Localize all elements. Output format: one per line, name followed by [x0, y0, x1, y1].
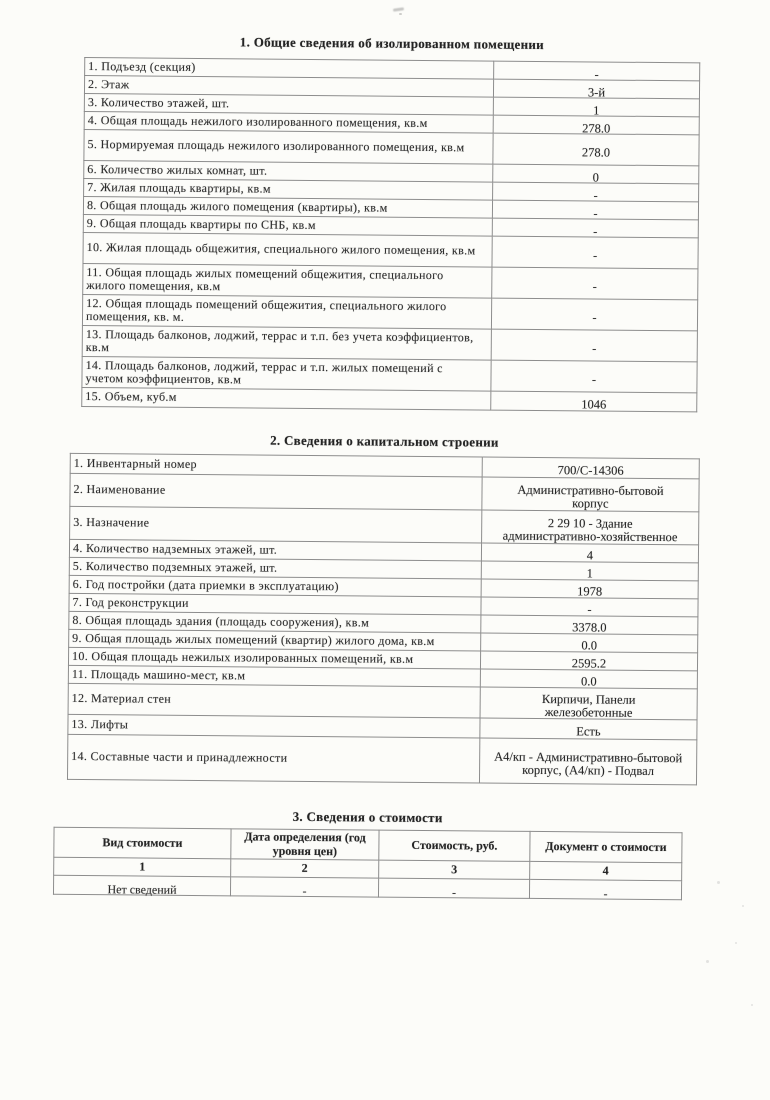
cell-text: - [451, 884, 457, 899]
row-value-text: 1 [586, 566, 593, 581]
table-cell [53, 875, 230, 896]
row-label: 10. Общая площадь нежилых изолированных помещений, кв.м [68, 647, 480, 669]
row-label: 2. Этаж [84, 76, 493, 98]
row-label: 11. Площадь машино-мест, кв.м [68, 665, 480, 687]
row-value [491, 391, 697, 412]
column-header: Дата определения (год уровня цен) [231, 829, 379, 860]
row-value [480, 687, 697, 720]
row-value [491, 360, 697, 393]
row-value-text: Административно-бытовой корпус [517, 482, 664, 511]
table-row [82, 387, 697, 411]
cell-text: - [603, 886, 608, 901]
row-value-text: 3-й [587, 85, 606, 100]
row-value [492, 267, 698, 300]
table-cell [230, 877, 378, 897]
row-value-text: 0.0 [581, 638, 598, 653]
column-number: 2 [231, 859, 379, 878]
row-value-text: 2 29 10 - Здание административно-хозяйственное [502, 515, 678, 545]
row-label: 14. Площадь балконов, лоджий, террас и т.п. жилых помещений с учетом коэффициентов, кв.м [82, 356, 491, 391]
table-cell [529, 879, 681, 899]
row-value [482, 510, 699, 545]
row-value-text: - [592, 310, 597, 325]
row-value [481, 561, 698, 581]
row-value-text: - [594, 67, 599, 82]
row-label: 9. Общая площадь квартиры по СНБ, кв.м [83, 214, 492, 236]
isolated-premises-table [81, 57, 700, 412]
row-label: 4. Количество надземных этажей, шт. [69, 539, 481, 561]
row-label: 2. Наименование [70, 473, 482, 510]
cell-text: Нет сведений [107, 881, 177, 897]
row-value-text: 700/С-14306 [557, 462, 624, 478]
row-value-text: 3378.0 [572, 620, 607, 635]
row-value-text: - [591, 372, 597, 387]
row-value [492, 218, 698, 238]
row-value-text: А4/кп - Административно-бытовой корпус, (А4/кп) - Подвал [494, 749, 683, 778]
row-label: 1. Инвентарный номер [70, 453, 482, 477]
column-header: Вид стоимости [54, 827, 231, 859]
row-label: 6. Год постройки (дата приемки в эксплуатацию) [69, 575, 481, 597]
column-number: 3 [379, 860, 530, 879]
row-value [481, 597, 698, 617]
row-value [482, 457, 699, 479]
table-row [70, 506, 699, 544]
row-label: 12. Общая площадь помещений общежития, специального жилого помещения, кв. м. [82, 294, 491, 329]
row-value [494, 61, 700, 81]
scan-speckle [751, 1004, 753, 1006]
row-value-text: - [587, 602, 592, 617]
section2-title: 2. Сведения о капитальном строении [270, 432, 499, 450]
row-label: 7. Жилая площадь квартиры, кв.м [84, 179, 493, 201]
row-label: 9. Общая площадь жилых помещений (квартир) жилого дома, кв.м [69, 629, 481, 651]
row-value-text: - [593, 188, 598, 203]
row-value [481, 615, 698, 635]
row-label: 7. Год реконструкции [69, 593, 481, 615]
row-value-text: - [592, 248, 598, 263]
row-value [479, 738, 696, 785]
row-value-text: - [592, 279, 597, 294]
row-label: 15. Объем, куб.м [82, 387, 491, 410]
row-value [493, 97, 699, 117]
row-value-text: 4 [586, 548, 594, 563]
row-label: 3. Количество этажей, шт. [84, 94, 493, 116]
row-value [491, 329, 697, 362]
column-header: Документ о стоимости [530, 831, 682, 862]
row-value [493, 133, 699, 166]
row-value-text: Есть [576, 724, 601, 739]
row-value-text: - [593, 224, 598, 239]
row-value-text: 278.0 [581, 145, 611, 160]
row-value-text: - [592, 341, 597, 356]
row-value-text: 1 [593, 103, 600, 118]
cost-info-table [53, 827, 683, 900]
row-label: 13. Лифты [68, 714, 480, 738]
table-row [67, 734, 696, 784]
section3-title: 3. Сведения о стоимости [292, 808, 443, 826]
row-value-text: 2595.2 [571, 656, 607, 671]
row-value [491, 298, 697, 331]
row-value [480, 669, 697, 689]
row-label: 8. Общая площадь здания (площадь сооружения), кв.м [69, 611, 481, 633]
scan-speckle [742, 905, 744, 907]
scan-smudge [393, 7, 404, 12]
row-value [480, 651, 697, 671]
row-label: 13. Площадь балконов, лоджий, террас и т.п. без учета коэффициентов, кв.м [82, 325, 491, 360]
table-row [70, 473, 699, 511]
cell-text: - [302, 883, 307, 898]
column-header: Стоимость, руб. [379, 830, 530, 861]
row-label: 1. Подъезд (секция) [85, 58, 494, 80]
row-value [492, 200, 698, 220]
scan-speckle [399, 13, 402, 15]
row-value [481, 633, 698, 653]
row-value [492, 236, 698, 269]
row-value [481, 579, 698, 599]
row-value-text: 1046 [581, 397, 607, 412]
row-label: 10. Жилая площадь общежития, специального жилого помещения, кв.м [83, 232, 492, 267]
document-content [0, 32, 770, 901]
section1-title: 1. Общие сведения об изолированном помещении [239, 34, 545, 53]
row-label: 6. Количество жилых комнат, шт. [84, 161, 493, 183]
scan-speckle [717, 881, 720, 884]
column-number: 4 [530, 861, 682, 880]
row-value [493, 164, 699, 184]
row-label: 14. Составные части и принадлежности [67, 734, 479, 783]
row-value-text: 278.0 [582, 121, 611, 136]
row-label: 8. Общая площадь жилого помещения (квартиры), кв.м [83, 197, 492, 219]
capital-structure-table [67, 453, 700, 785]
scan-speckle [735, 942, 737, 944]
row-value-text: 1978 [577, 584, 603, 599]
table-cell [378, 878, 529, 898]
scan-speckle [706, 960, 709, 963]
row-value-text: 0.0 [580, 674, 597, 689]
row-value [493, 182, 699, 202]
row-value [481, 543, 698, 563]
row-label: 12. Материал стен [68, 683, 480, 718]
row-value [493, 115, 699, 135]
row-value [482, 477, 699, 512]
row-value-text: Кирпичи, Панели железобетонные [541, 691, 636, 720]
row-value-text: - [593, 206, 598, 221]
row-label: 4. Общая площадь нежилого изолированного помещения, кв.м [84, 112, 493, 134]
row-label: 5. Количество подземных этажей, шт. [69, 557, 481, 579]
row-value [493, 79, 699, 99]
row-value-text: 0 [592, 170, 599, 185]
row-label: 3. Назначение [70, 506, 482, 543]
row-value [480, 718, 697, 740]
row-label: 5. Нормируемая площадь нежилого изолированного помещения, кв.м [84, 130, 493, 165]
column-number: 1 [54, 857, 231, 877]
row-label: 11. Общая площадь жилых помещений общежития, специального жилого помещения, кв.м [83, 263, 492, 298]
